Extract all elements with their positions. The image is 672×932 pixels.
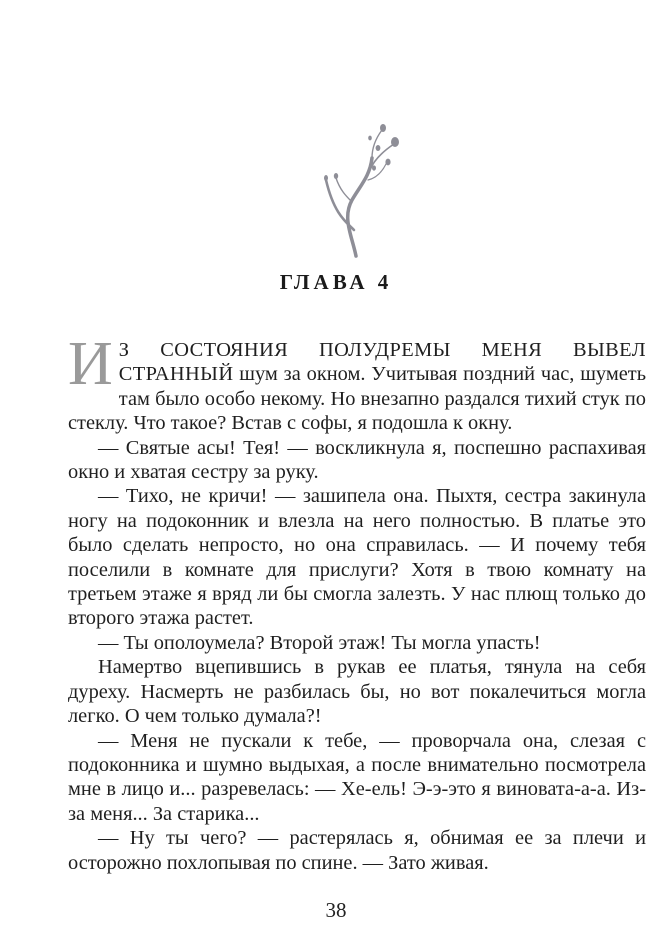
paragraph: — Меня не пускали к тебе, — проворчала она, слезая с подоконника и шумно выдыхая, а после внимательно посмотрела мне в лицо и... разревелась: — Хе-ель! Э-э-это я виновата-а-а. Из-за меня... За старика...	[68, 729, 646, 825]
chapter-title: ГЛАВА 4	[279, 270, 393, 294]
page-number: 38	[325, 898, 347, 922]
paragraph: — Святые асы! Тея! — воскликнула я, поспешно распахивая окно и хватая сестру за руку.	[68, 436, 646, 484]
paragraph: — Тихо, не кричи! — зашипела она. Пыхтя, сестра закинула ногу на подоконник и влезла на него полностью. В платье это было сделать непросто, но она справилась. — И почему тебя поселили в комнате для прислуги? Хотя в твою комнату на третьем этаже я вряд ли бы смогла залезть. У нас плющ только до второго этажа растет.	[68, 485, 646, 630]
chapter-text	[68, 330, 646, 875]
paragraph-lead: З СОСТОЯНИЯ ПОЛУДРЕМЫ МЕНЯ ВЫВЕЛ СТРАННЫЙ	[118, 339, 646, 386]
drop-cap: И	[68, 330, 113, 398]
paragraph: Намертво вцепившись в рукав ее платья, тянула на себя дуреху. Насмерть не разбилась бы, но вот покалечиться могла легко. О чем только думала?!	[68, 656, 646, 728]
plant-sprig-icon	[312, 118, 408, 258]
paragraph	[68, 330, 646, 436]
paragraph: — Ты ополоумела? Второй этаж! Ты могла упасть!	[98, 631, 541, 654]
paragraph-text: шум за окном. Учитывая поздний час, шуметь там было особо некому. Но внезапно раздался тихий стук по стеклу. Что такое? Встав с софы, я подошла к окну.	[68, 363, 646, 435]
paragraph: — Ну ты чего? — растерялась я, обнимая ее за плечи и осторожно похлопывая по спине. — Зато живая.	[68, 827, 646, 874]
